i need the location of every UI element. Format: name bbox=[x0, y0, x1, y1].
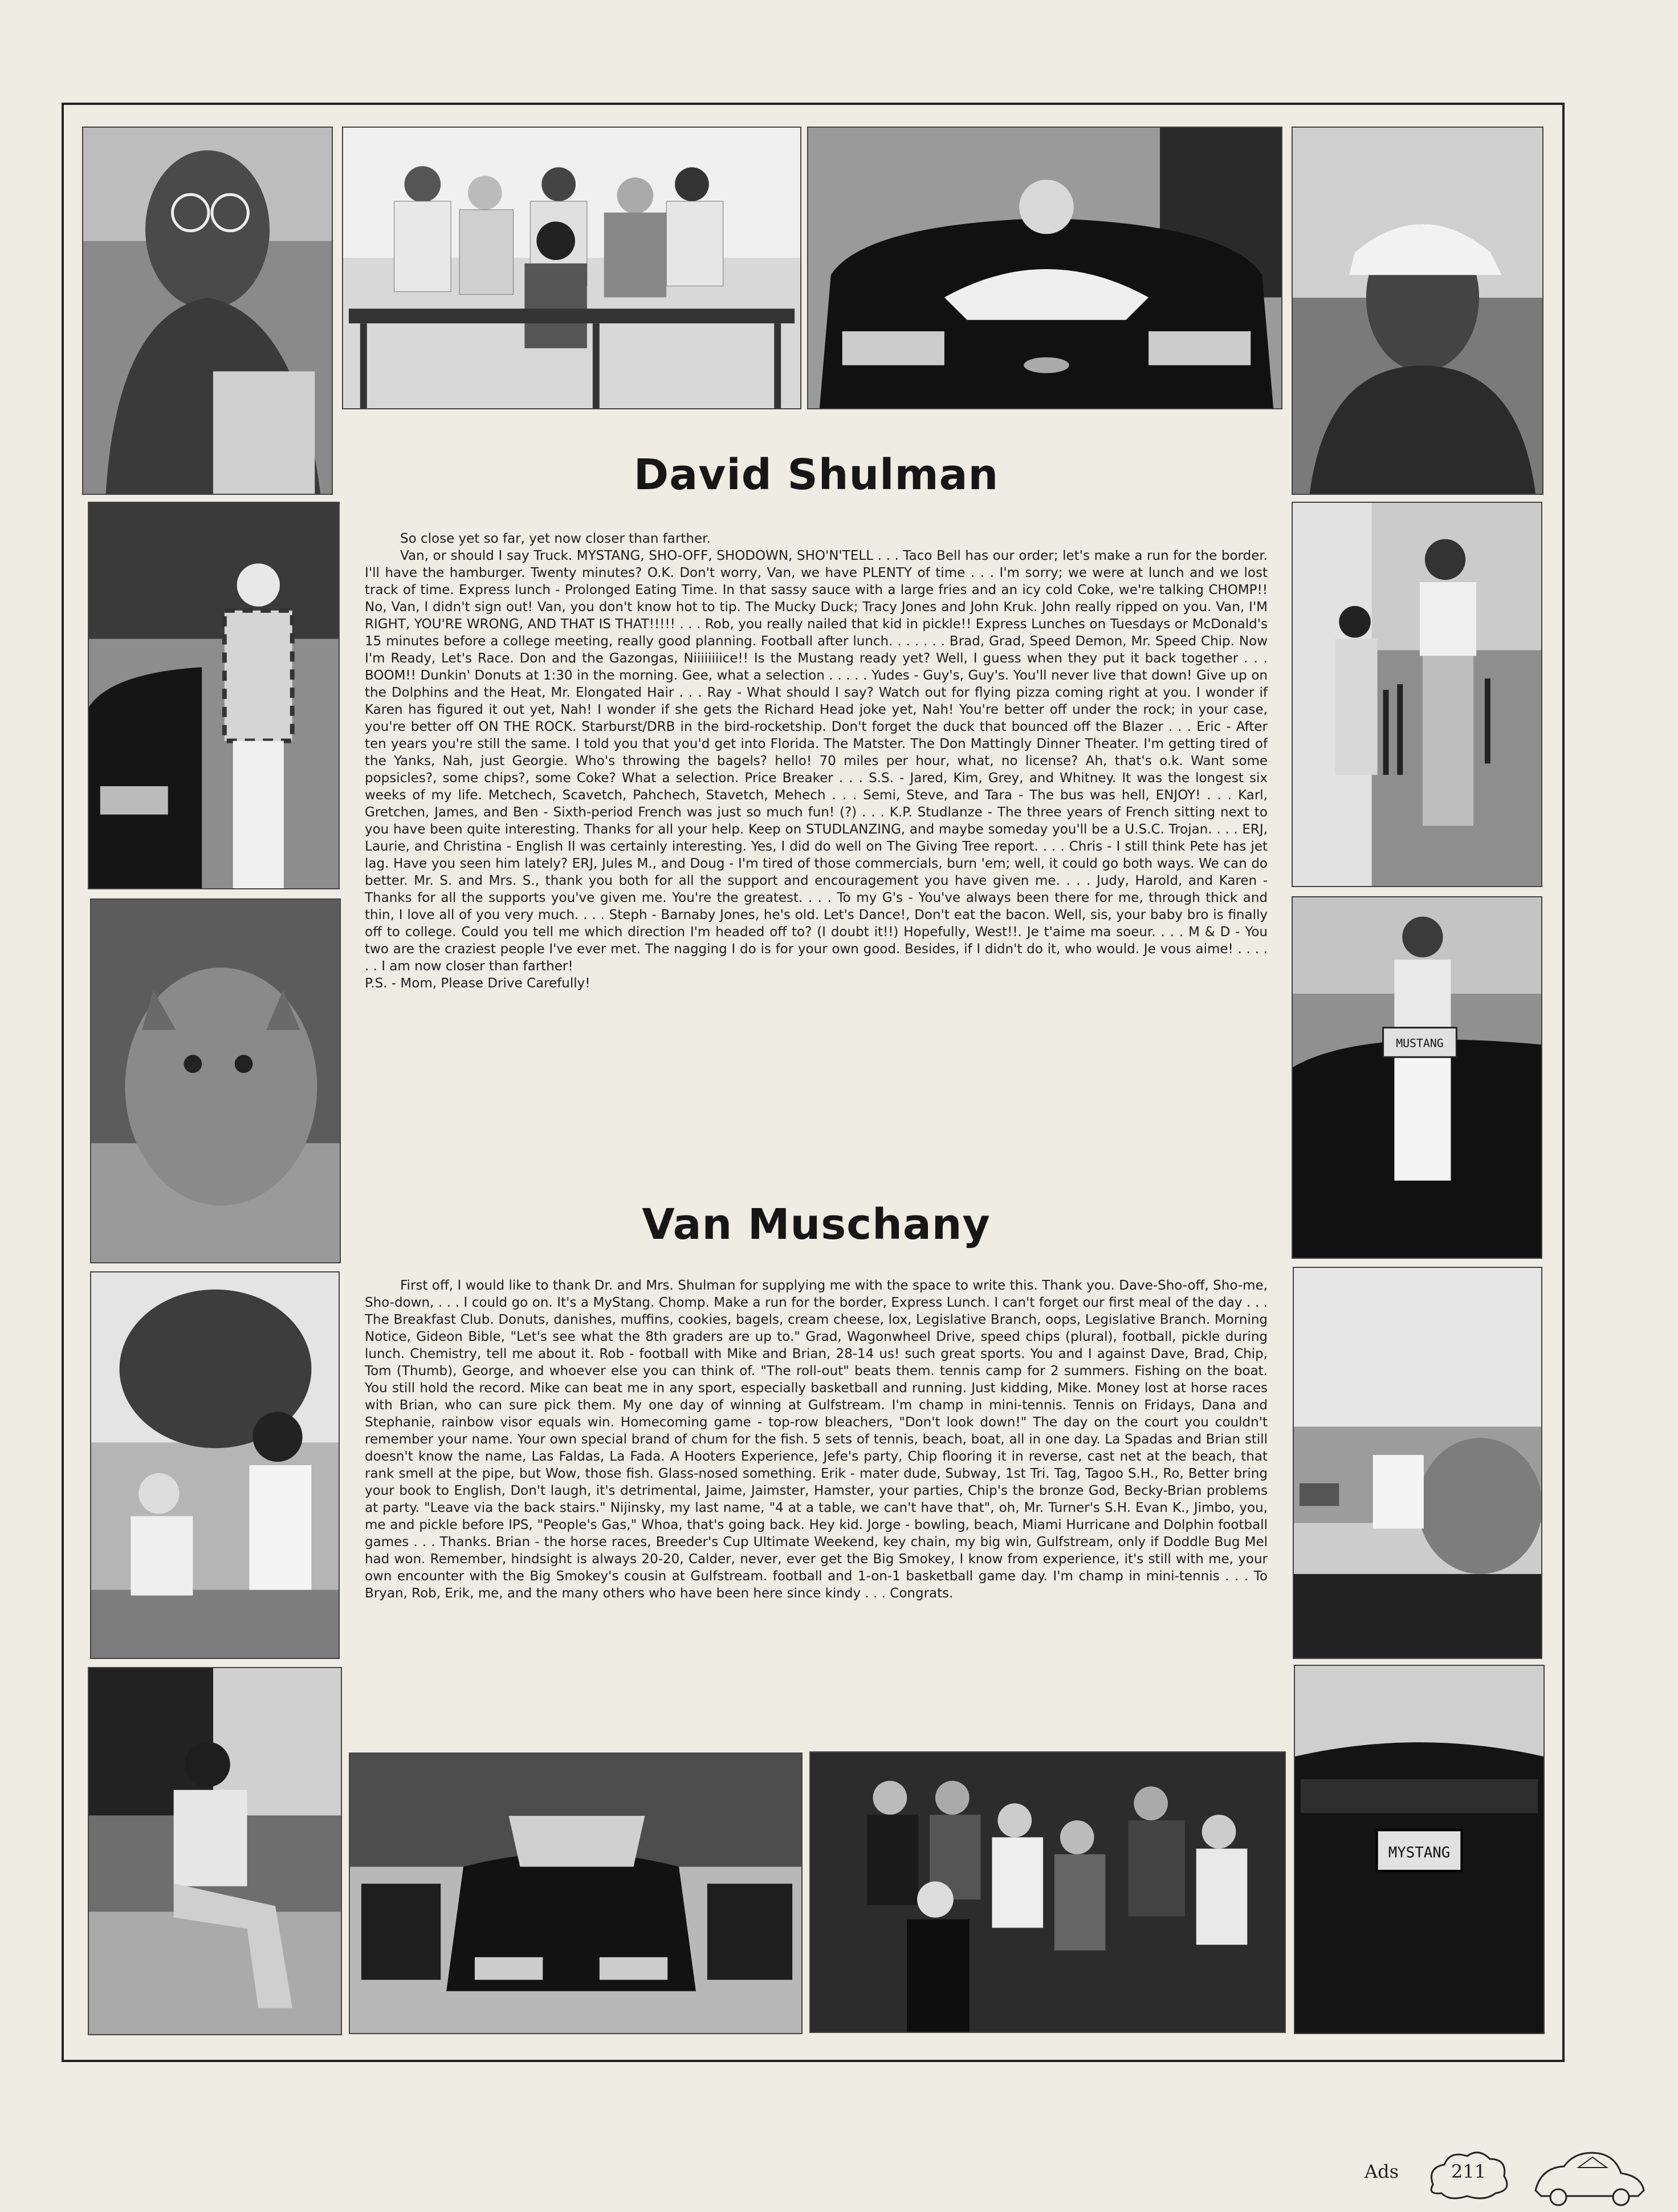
section-label: Ads bbox=[1365, 2161, 1399, 2182]
heading-van-muschany: Van Muschany bbox=[642, 1200, 991, 1249]
license-plate-mustang: MUSTANG bbox=[1396, 1036, 1444, 1050]
photo-boy-with-license-plate bbox=[1292, 896, 1542, 1259]
license-plate-mystang: MYSTANG bbox=[1388, 1844, 1451, 1861]
photo-mustang-doors-open bbox=[349, 1752, 803, 2034]
article-paragraph: First off, I would like to thank Dr. and Mrs. Shulman for supplying me with the space to write this. Thank you. Dave-Sho-off, Sho-me, Sho-down, . . . I could go on. It's a MyStang. Chomp. Make a run for the border, Express Lunch. I can't forget our first meal of the day . . . The Breakfast Club. Donuts, danishes, muffins, cookies, bagels, cream cheese, lox, Legislative Branch, oops, Legislative Branch. Morning Notice, Gideon Bible, "Let's see what the 8th graders are up to." Grad, Wagonwheel Drive, speed chips (plural), football, pickle during lunch. Chemistry, tell me about it. Rob - football with Mike and Brian, 28-14 us! such great sports. You and I against Dave, Brad, Chip, Tom (Thumb), George, and whoever else you can think of. "The roll-out" beats them. tennis camp for 2 summers. Fishing on the boat. You still hold the record. Mike can beat me in any sport, especially basketball and running. Just kidding, Mike. Money lost at horse races with Brian, who can sure pick them. My one day of winning at Gulfstream. I'm champ in mini-tennis. Tennis on Fridays, Dana and Stephanie, rainbow visor equals win. Homecoming game - top-row bleachers, "Don't look down!" The day on the court you couldn't remember your name. Your own special brand of chum for the fish. 5 sets of tennis, beach, boat, all in one day. La Spadas and Brian still doesn't know the name, Las Faldas, La Fada. A Hooters Experience, Jefe's party, Chip flooring it in reverse, cast net at the beach, that rank smell at the pipe, but Wow, those fish. Glass-nosed something. Erik - mater dude, Subway, 1st Tri. Tag, Tagoo S.H., Ro, Better bring your book to English, Don't laugh, it's detrimental, Jaime, Jaimster, Hamster, your parties, Chip's the bronze God, Becky-Brian problems at party. "Leave via the back stairs." Nijinsky, my last name, "4 at a table, we can't have that", oh, Mr. Turner's S.H. Evan K., Jimbo, you, me and pickle before IPS, "People's Gas," Whoa, that's going back. Hey kid. Jorge - bowling, beach, Miami Hurricane and Dolphin football games . . . Thanks. Brian - the horse races, Breeder's Cup Ultimate Weekend, key chain, my big win, Gulfstream, only if Doddle Bug Mel had won. Remember, hindsight is always 20-20, Calder, never, ever get the Big Smokey, I know from experience, it's still with me, your own encounter with the Big Smokey's cousin at Gulfstream. football and 1-on-1 basketball game day. I'm champ in mini-tennis . . . To Bryan, Rob, Erik, me, and the many others who have been here since kindy . . . Congrats. bbox=[365, 1278, 1268, 1601]
heading-david-shulman: David Shulman bbox=[633, 450, 999, 499]
article-van-muschany bbox=[365, 1277, 1268, 1602]
photo-man-and-boy-fish bbox=[1292, 502, 1542, 887]
photo-boy-on-car-hood bbox=[807, 127, 1282, 409]
photo-car-rear-mystang-plate bbox=[1294, 1665, 1545, 2034]
photo-cat bbox=[90, 898, 341, 1263]
photo-cat-in-kitchen bbox=[1293, 1267, 1542, 1659]
article-postscript: P.S. - Mom, Please Drive Carefully! bbox=[365, 976, 590, 991]
photo-man-sitting-on-bed bbox=[88, 1667, 342, 2035]
photo-man-glasses bbox=[82, 127, 333, 495]
article-david-shulman bbox=[365, 530, 1268, 992]
photo-family-group bbox=[342, 127, 801, 409]
photo-group-of-friends bbox=[809, 1751, 1286, 2033]
photo-woman-and-toddler bbox=[90, 1271, 340, 1659]
photo-boy-white-cap bbox=[1292, 127, 1543, 495]
page-folio bbox=[1365, 2161, 1661, 2212]
photo-boy-plaid-shirt-car bbox=[88, 502, 340, 889]
article-paragraph: Van, or should I say Truck. MYSTANG, SHO-OFF, SHODOWN, SHO'N'TELL . . . Taco Bell has our order; let's make a run for the border. I'll have the hamburger. Twenty minutes? O.K. Don't worry, Van, we have PLENTY of time . . . I'm sorry; we were at lunch and we lost track of time. Express lunch - Prolonged Eating Time. In that sassy sauce with a large fries and an icy cold Coke, we're talking CHOMP!! No, Van, I didn't sign out! Van, you don't know hot to tip. The Mucky Duck; Tracy Jones and John Kruk. John really ripped on you. Van, I'M RIGHT, YOU'RE WRONG, AND THAT IS THAT!!!!! . . . Rob, you really nailed that kid in pickle!! Express Lunches on Tuesdays or McDonald's 15 minutes before a college meeting, really good planning. Football after lunch. . . . . . . Brad, Grad, Speed Demon, Mr. Speed Chip. Now I'm Ready, Let's Race. Don and the Gazongas, Niiiiiiiice!! Is the Mustang ready yet? Well, I guess when they put it back together . . . BOOM!! Dunkin' Donuts at 1:30 in the morning. Gee, what a selection . . . . . Yudes - Guy's, Guy's. You'll never live that down! Give up on the Dolphins and the Heat, Mr. Elongated Hair . . . Ray - What should I say? Watch out for flying pizza coming right at you. I wonder if Karen has figured it out yet, Nah! I wonder if she gets the Richard Head joke yet, Nah! You're better off under the rock; in your case, you're better off ON THE ROCK. Starburst/DRB in the bird-rocketship. Don't forget the duck that bounced off the Blazer . . . Eric - After ten years you're still the same. I told you that you'd get into Florida. The Matster. The Don Mattingly Dinner Theater. I'm getting tired of the Yanks, Nah, just Georgie. Who's throwing the bagels? hello! 70 miles per hour, what, no license? Ah, that's o.k. Want some popsicles?, some chips?, some Coke? What a selection. Price Breaker . . . S.S. - Jared, Kim, Grey, and Whitney. It was the longest six weeks of my life. Metchech, Scavetch, Pahchech, Stavetch, Mehech . . . Semi, Steve, and Tara - The bus was hell, ENJOY! . . . Karl, Gretchen, James, and Ben - Sixth-period French was just so much fun! (?) . . . K.P. Studlanze - The three years of French sitting next to you have been quite interesting. Thanks for all your help. Keep on STUDLANZING, and maybe someday you'll be a U.S.C. Trojan. . . . ERJ, Laurie, and Christina - English II was certainly interesting. Yes, I did do well on The Giving Tree report. . . . Chris - I still think Pete has jet lag. Have you seen him lately? ERJ, Jules M., and Doug - I'm tired of those commercials, burn 'em; well, it could go both ways. We can do better. Mr. S. and Mrs. S., thank you both for all the support and encouragement you have given me. . . . Judy, Harold, and Karen - Thanks for all the supports you've given me. You're the greatest. . . . To my G's - You've always been there for me, through thick and thin, I love all of you very much. . . . Steph - Barnaby Jones, he's old. Let's Dance!, Don't eat the bacon. Well, sis, your baby bro is finally off to college. Could you tell me which direction I'm headed off to? (I doubt it!!) Hopefully, West!!. Je t'aime ma soeur. . . . M & D - You two are the craziest people I've ever met. The nagging I do is for your own good. Besides, if I didn't do it, who would. Je vous aime! . . . . . . I am now closer than farther! bbox=[365, 548, 1268, 974]
article-paragraph: So close yet so far, yet now closer than farther. bbox=[400, 531, 711, 546]
page-number: 211 bbox=[1451, 2161, 1486, 2182]
